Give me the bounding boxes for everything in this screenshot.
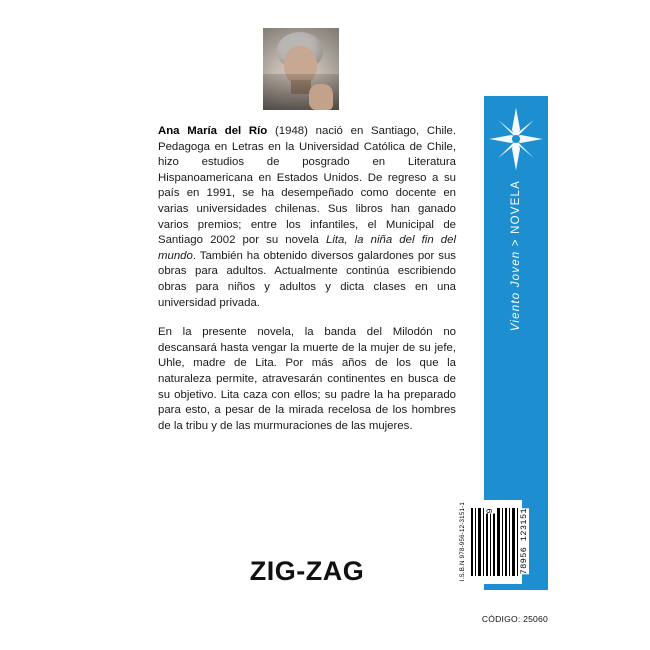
author-bio-rest: (1948) nació en Santiago, Chile. Pedagoga en Letras en la Universidad Católica de Chile, hizo estudios de posgrado en Literatura Hispanoamericana en Estados Unidos. De regreso a su país en 1991, se ha desempeñado como docente en varias universidades chilenas. Sus libros han ganado varios premios; entre los infantiles, el Municipal de Santiago 2002 por su novela [158, 125, 457, 247]
author-photo [263, 28, 339, 110]
barcode-bar [478, 508, 481, 576]
barcode-bar [471, 508, 473, 576]
spine-text [484, 180, 548, 480]
barcode-bars [469, 500, 529, 584]
ean-main-digits: 78956 123151 [519, 508, 529, 575]
back-cover-text [158, 124, 456, 434]
publisher-logo: ZIG-ZAG [249, 556, 365, 586]
referenced-book-title: Lita, la niña del fin del mundo [158, 234, 456, 262]
spine-genre-label: NOVELA [510, 180, 522, 234]
author-bio-paragraph [158, 124, 456, 311]
author-bio-tail: . También ha obtenido diversos galardones por sus obras para adultos. Actualmente continúa escribiendo obras para niños y adultos y dicta clases en una universidad privada. [158, 249, 456, 309]
spine-series-label: Viento Joven [510, 250, 522, 332]
star-burst-icon [487, 104, 545, 174]
barcode [456, 500, 529, 584]
isbn-label: I.S.B.N 978-956-12-3151-1 [459, 502, 466, 582]
author-name: Ana María del Río [158, 125, 268, 137]
ean-digits [483, 502, 535, 582]
ean-left-digit: 9 [485, 508, 495, 514]
photo-hand [309, 84, 333, 110]
barcode-bar [475, 508, 476, 576]
synopsis-paragraph: En la presente novela, la banda del Milodón no descansará hasta vengar la muerte de la mujer de su jefe, Uhle, madre de Lita. Por más años de los que la naturaleza permite, atravesarán continentes en busca de su objetivo. Lita caza con ellos; su padre la ha preparado para esto, a pesar de la mirada recelosa de los hombres de la tribu y de las murmuraciones de las mujeres. [158, 326, 456, 432]
codigo-label: CÓDIGO: 25060 [481, 614, 548, 624]
spine-separator: > [510, 238, 522, 247]
